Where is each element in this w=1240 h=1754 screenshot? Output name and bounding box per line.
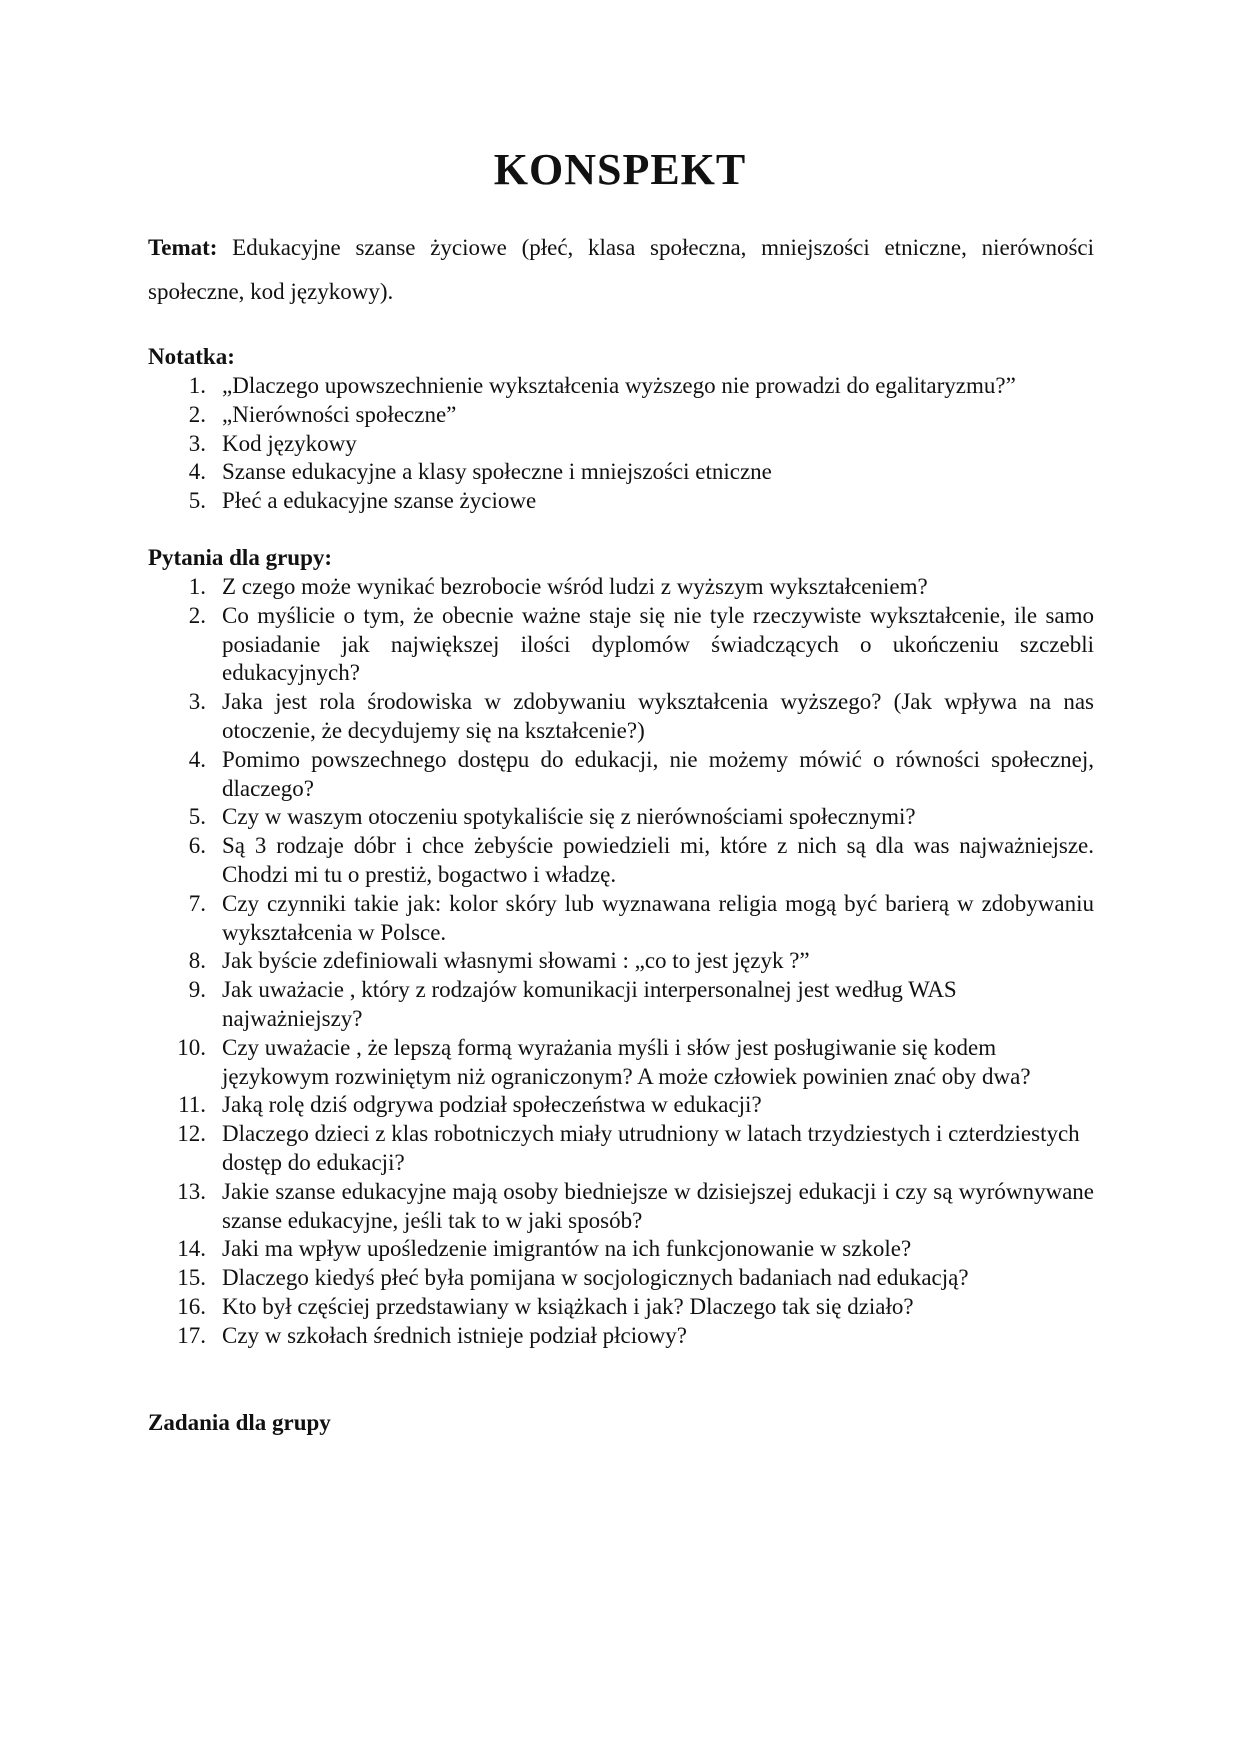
question-item [148, 890, 1094, 948]
question-item [148, 1091, 1094, 1120]
document-title: KONSPEKT [493, 145, 747, 194]
question-item [148, 803, 1094, 832]
question-text: Jak uważacie , który z rodzajów komunikacji interpersonalnej jest według WAS najważniejszy? [222, 977, 957, 1031]
question-item [148, 602, 1094, 688]
question-text: Z czego może wynikać bezrobocie wśród ludzi z wyższym wykształceniem? [222, 574, 928, 599]
question-number: 4. [188, 746, 206, 772]
question-item [148, 688, 1094, 746]
notes-item-text: Płeć a edukacyjne szanse życiowe [222, 488, 537, 514]
question-item [148, 1322, 1094, 1351]
topic-text: Edukacyjne szanse życiowe (płeć, klasa społeczna, mniejszości etniczne, nierówności społeczne, kod językowy). [148, 235, 1094, 304]
question-number: 2. [188, 602, 206, 628]
question-number: 1. [188, 574, 206, 599]
question-item [148, 1293, 1094, 1322]
question-item [148, 976, 1094, 1034]
notes-item-number: 4. [188, 459, 206, 485]
question-number: 12. [177, 1121, 206, 1147]
question-text: Jakie szanse edukacyjne mają osoby biedniejsze w dzisiejszej edukacji i czy są wyrównywane szanse edukacyjne, jeśli tak to w jaki sposób? [222, 1178, 1094, 1233]
question-number: 17. [177, 1322, 206, 1348]
notes-item [148, 430, 1094, 459]
question-item [148, 573, 1094, 602]
questions-heading: Pytania dla grupy: [148, 545, 333, 570]
question-text: Czy czynniki takie jak: kolor skóry lub wyznawana religia mogą być barierą w zdobywaniu wykształcenia w Polsce. [222, 890, 1094, 945]
question-item [148, 1178, 1094, 1236]
question-number: 11. [178, 1092, 206, 1118]
notes-item [148, 458, 1094, 487]
question-text: Jak byście zdefiniowali własnymi słowami : „co to jest język ?” [222, 948, 810, 974]
question-number: 13. [177, 1178, 206, 1204]
question-number: 5. [188, 804, 206, 830]
question-number: 10. [177, 1034, 206, 1060]
notes-item-text: Kod językowy [222, 430, 357, 456]
question-text: Pomimo powszechnego dostępu do edukacji, nie możemy mówić o równości społecznej, dlaczego? [222, 746, 1094, 801]
notes-item-number: 2. [188, 401, 206, 427]
question-text: Są 3 rodzaje dóbr i chce żebyście powiedzieli mi, które z nich są dla was najważniejsze. Chodzi mi tu o prestiż, bogactwo i władzę. [222, 833, 1094, 887]
question-text: Jaką rolę dziś odgrywa podział społeczeństwa w edukacji? [222, 1092, 762, 1118]
question-text: Czy w szkołach średnich istnieje podział płciowy? [222, 1322, 687, 1348]
question-item [148, 1034, 1094, 1092]
question-text: Jaki ma wpływ upośledzenie imigrantów na ich funkcjonowanie w szkole? [222, 1236, 912, 1262]
notes-item [148, 372, 1094, 401]
question-number: 7. [188, 890, 206, 916]
question-number: 16. [177, 1293, 206, 1319]
question-text: Czy uważacie , że lepszą formą wyrażania myśli i słów jest posługiwanie się kodem językowym rozwiniętym niż ograniczonym? A może człowiek powinien znać oby dwa? [222, 1034, 1031, 1089]
notes-item-number: 5. [188, 488, 206, 514]
question-number: 14. [177, 1236, 206, 1262]
notes-item-number: 3. [188, 430, 206, 456]
question-text: Dlaczego dzieci z klas robotniczych miały utrudniony w latach trzydziestych i czterdziestych dostęp do edukacji? [222, 1121, 1080, 1175]
notes-item-number: 1. [188, 373, 206, 398]
question-text: Co myślicie o tym, że obecnie ważne staje się nie tyle rzeczywiste wykształcenie, ile samo posiadanie jak największej ilości dyplomów świadczących o ukończeniu szczebli edukacyjnych? [222, 602, 1094, 686]
question-text: Kto był częściej przedstawiany w książkach i jak? Dlaczego tak się działo? [222, 1293, 914, 1319]
question-text: Jaka jest rola środowiska w zdobywaniu wykształcenia wyższego? (Jak wpływa na nas otoczenie, że decydujemy się na kształcenie?) [222, 689, 1094, 743]
question-number: 8. [188, 948, 206, 974]
notes-list [148, 372, 1094, 516]
questions-list [148, 573, 1094, 1351]
question-number: 3. [188, 689, 206, 715]
notes-item [148, 401, 1094, 430]
notes-item-text: „Nierówności społeczne” [222, 401, 457, 427]
question-number: 9. [188, 977, 206, 1003]
question-item [148, 947, 1094, 976]
tasks-heading: Zadania dla grupy [148, 1410, 331, 1435]
question-item [148, 1120, 1094, 1178]
question-text: Dlaczego kiedyś płeć była pomijana w socjologicznych badaniach nad edukacją? [222, 1265, 969, 1291]
question-item [148, 746, 1094, 804]
question-item [148, 1264, 1094, 1293]
notes-heading: Notatka: [148, 344, 235, 369]
question-number: 6. [188, 833, 206, 859]
notes-item-text: Szanse edukacyjne a klasy społeczne i mniejszości etniczne [222, 459, 772, 485]
question-text: Czy w waszym otoczeniu spotykaliście się z nierównościami społecznymi? [222, 804, 916, 830]
question-number: 15. [177, 1265, 206, 1291]
question-item [148, 832, 1094, 890]
notes-item [148, 487, 1094, 516]
topic-paragraph [148, 226, 1094, 314]
question-item [148, 1235, 1094, 1264]
topic-label: Temat: [148, 235, 218, 260]
notes-item-text: „Dlaczego upowszechnienie wykształcenia wyższego nie prowadzi do egalitaryzmu?” [222, 373, 1016, 398]
